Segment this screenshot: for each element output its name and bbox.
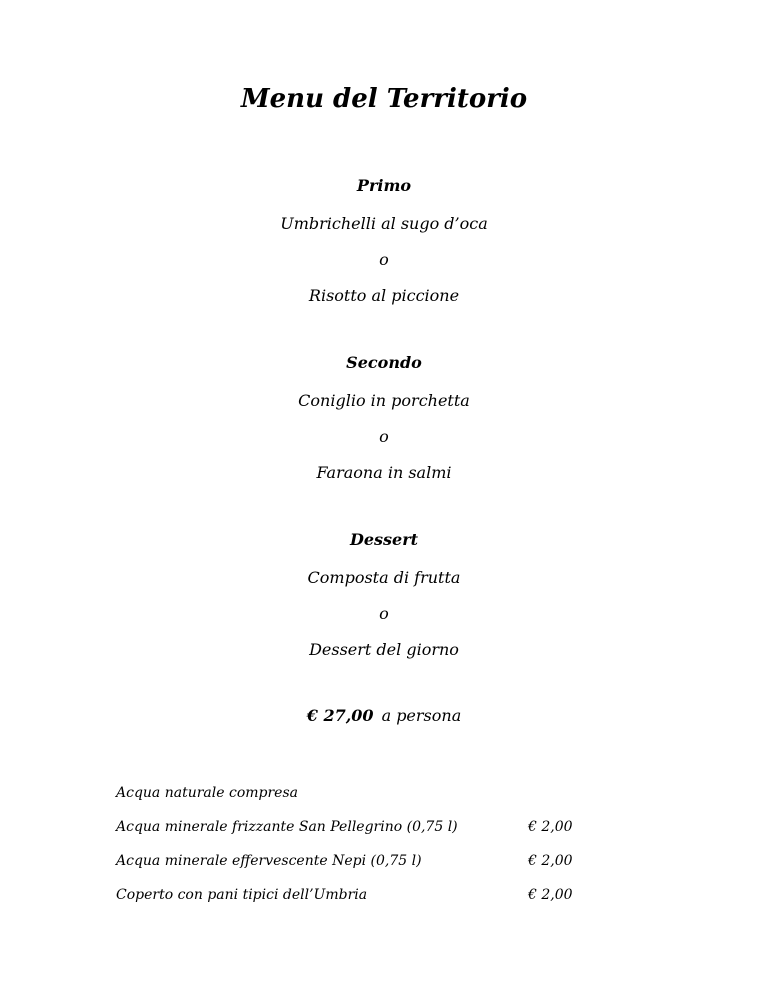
dish-option: Faraona in salmi (316, 463, 452, 482)
section-heading: Secondo (346, 353, 422, 372)
dish-option: Dessert del giorno (309, 640, 459, 659)
extra-price: € 2,00 (528, 887, 573, 903)
section-heading: Dessert (349, 530, 419, 549)
extra-item (116, 851, 616, 871)
section-heading: Primo (356, 176, 412, 195)
or-separator: o (379, 604, 389, 623)
extra-price: € 2,00 (528, 819, 573, 835)
extra-label: Acqua naturale compresa (116, 785, 298, 801)
extra-label: Coperto con pani tipici dell’Umbria (116, 887, 368, 903)
section-dessert (0, 530, 768, 660)
price-amount: € 27,00 (306, 706, 374, 725)
section-primo (0, 176, 768, 306)
extra-item (116, 817, 616, 837)
dish-option: Umbrichelli al sugo d’oca (280, 214, 488, 233)
extra-label: Acqua minerale frizzante San Pellegrino (0,75 l) (116, 819, 458, 835)
or-separator: o (379, 250, 389, 269)
section-secondo (0, 353, 768, 483)
extra-price: € 2,00 (528, 853, 573, 869)
extras-list (116, 783, 616, 919)
menu-title: Menu del Territorio (240, 84, 528, 114)
price-unit: a persona (381, 706, 462, 725)
dish-option: Composta di frutta (307, 568, 461, 587)
menu-price (0, 706, 768, 726)
extra-item (116, 885, 616, 905)
dish-option: Coniglio in porchetta (298, 391, 470, 410)
or-separator: o (379, 427, 389, 446)
extra-item (116, 783, 616, 803)
dish-option: Risotto al piccione (308, 286, 460, 305)
extra-label: Acqua minerale effervescente Nepi (0,75 l) (116, 853, 422, 869)
